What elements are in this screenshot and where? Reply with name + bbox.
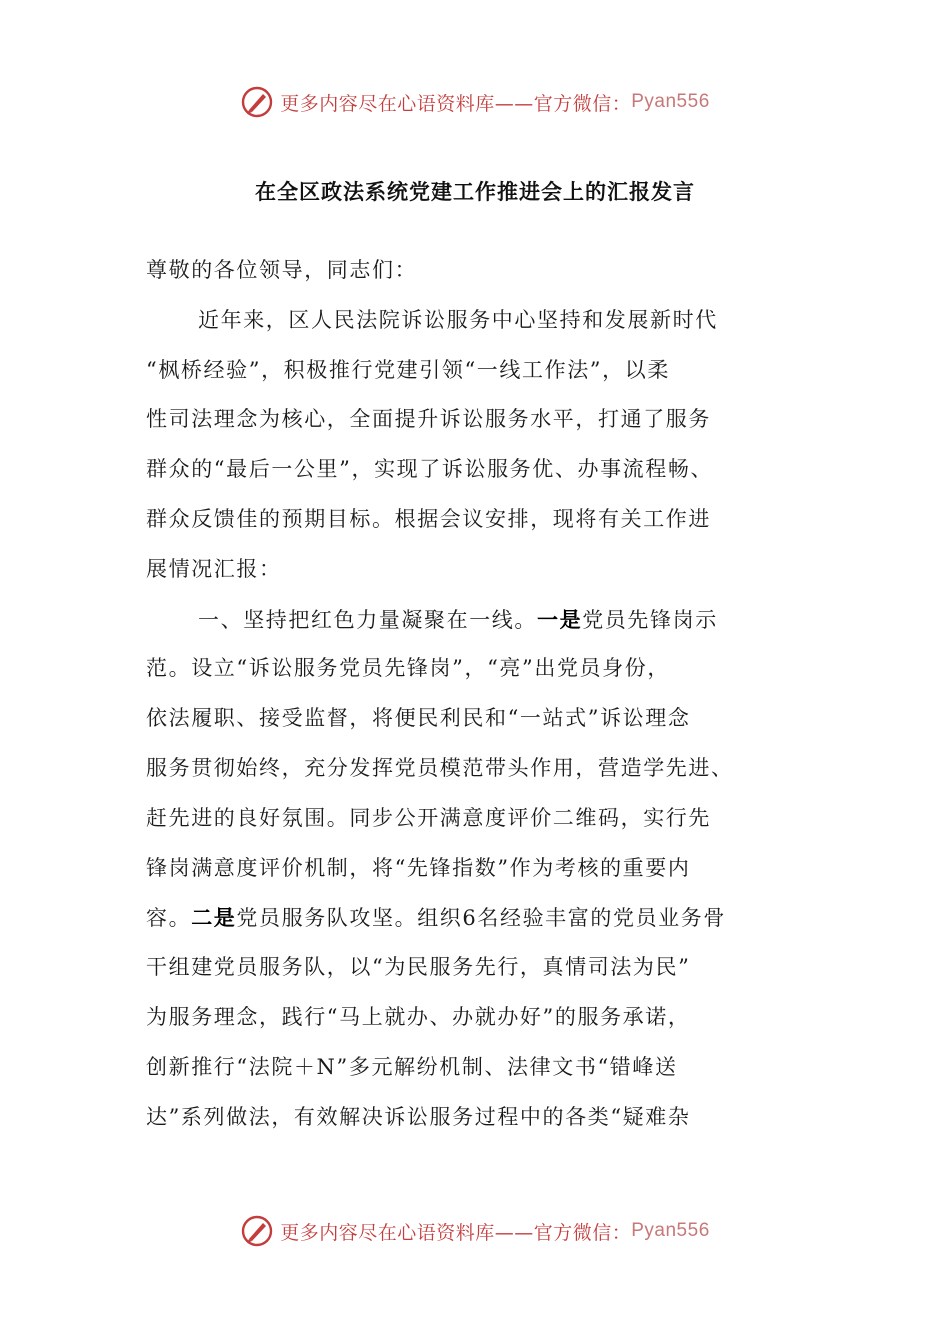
paragraph-line: 为服务理念，践行“马上就办、办就办好”的服务承诺， <box>146 1004 691 1029</box>
document-body <box>146 246 818 1142</box>
wechat-id: Pyan556 <box>631 1220 710 1241</box>
pen-circle-logo-icon <box>240 1214 274 1248</box>
paragraph-line <box>146 893 818 943</box>
paragraph-line: 干组建党员服务队，以“为民服务先行，真情司法为民” <box>146 955 691 980</box>
paragraph-line: 范。设立“诉讼服务党员先锋岗”，“亮”出党员身份， <box>146 656 670 681</box>
bold-marker: 一是 <box>537 606 583 632</box>
paragraph-line: 展情况汇报： <box>146 556 282 581</box>
salutation: 尊敬的各位领导，同志们： <box>146 258 418 282</box>
section-heading: 一、坚持把红色力量凝聚在一线。 <box>198 607 537 632</box>
bold-marker: 二是 <box>191 905 237 931</box>
section-heading-line <box>146 595 818 645</box>
paragraph-line: 群众反馈佳的预期目标。根据会议安排，现将有关工作进 <box>146 506 711 531</box>
watermark-text: 更多内容尽在心语资料库——官方微信： <box>280 1221 632 1244</box>
paragraph-text: 党员服务队攻坚。组织6名经验丰富的党员业务骨 <box>236 906 726 931</box>
paragraph-line: 赶先进的良好氛围。同步公开满意度评价二维码，实行先 <box>146 805 711 830</box>
paragraph-line: 群众的“最后一公里”，实现了诉讼服务优、办事流程畅、 <box>146 457 714 482</box>
paragraph-line: 锋岗满意度评价机制，将“先锋指数”作为考核的重要内 <box>146 855 691 880</box>
paragraph-line: 达”系列做法，有效解决诉讼服务过程中的各类“疑难杂 <box>146 1104 691 1129</box>
paragraph-text: 容。 <box>146 906 192 931</box>
pen-circle-logo-icon <box>240 85 274 119</box>
paragraph-line: 创新推行“法院＋N”多元解纷机制、法律文书“错峰送 <box>146 1054 678 1079</box>
paragraph-line: 依法履职、接受监督，将便民利民和“一站式”诉讼理念 <box>146 706 691 731</box>
document-title: 在全区政法系统党建工作推进会上的汇报发言 <box>255 180 695 204</box>
watermark-text: 更多内容尽在心语资料库——官方微信： <box>280 92 632 115</box>
header-watermark <box>0 80 950 124</box>
paragraph-line: 服务贯彻始终，充分发挥党员模范带头作用，营造学先进、 <box>146 755 734 780</box>
wechat-id: Pyan556 <box>631 91 710 112</box>
paragraph-line: 性司法理念为核心，全面提升诉讼服务水平，打通了服务 <box>146 407 711 432</box>
paragraph-line: “枫桥经验”，积极推行党建引领“一线工作法”，以柔 <box>146 357 670 382</box>
paragraph-line: 近年来，区人民法院诉讼服务中心坚持和发展新时代 <box>198 307 718 332</box>
footer-watermark <box>0 1209 950 1253</box>
paragraph-text: 党员先锋岗示 <box>582 607 718 632</box>
